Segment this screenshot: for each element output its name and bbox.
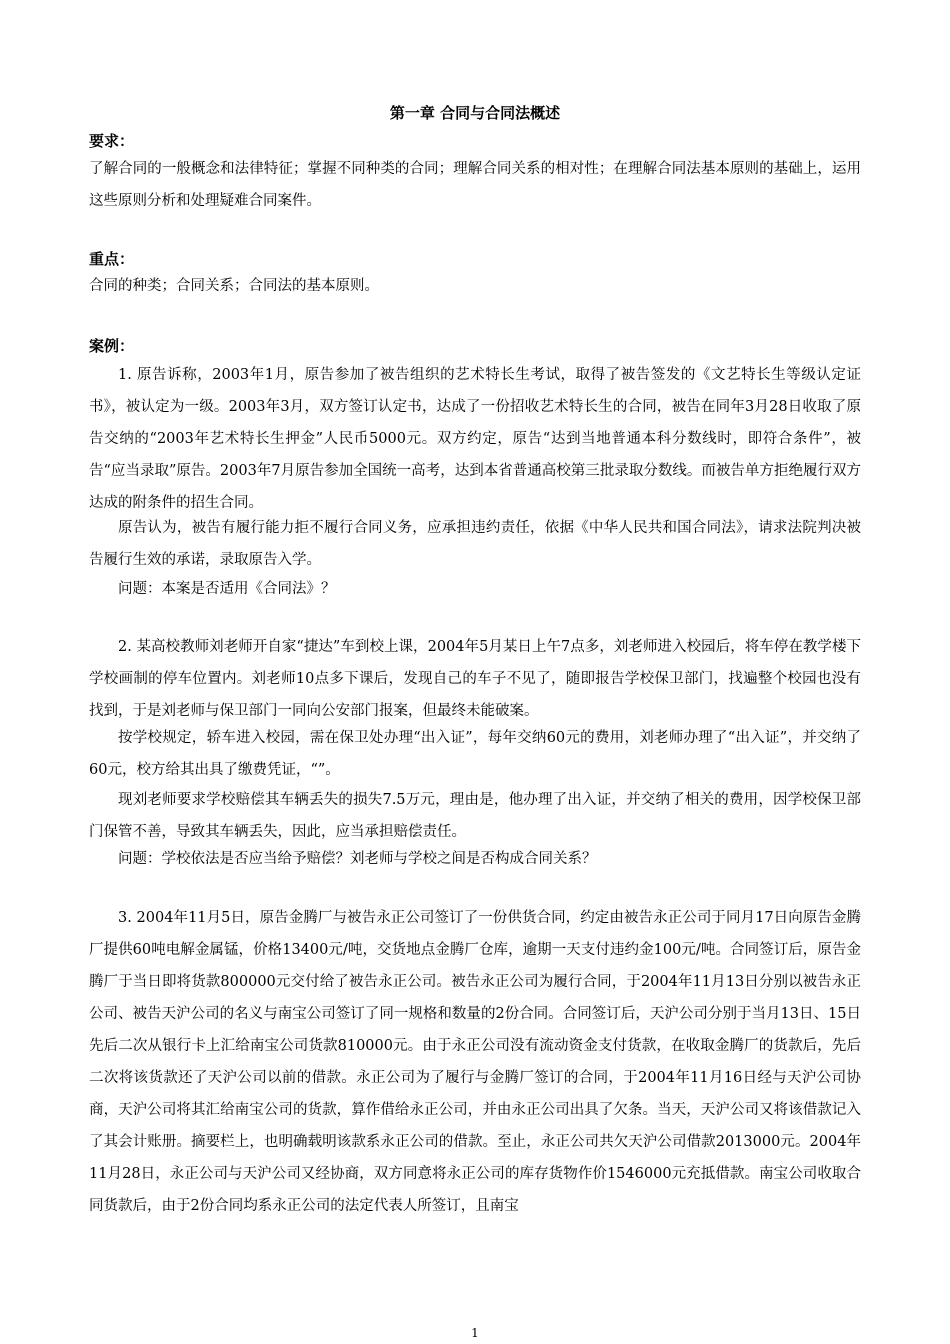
case-2-paragraph-2: 按学校规定，轿车进入校园，需在保卫处办理“出入证”，每年交纳60元的费用，刘老师办理了“出入证”，并交纳了60元，校方给其出具了缴费凭证，“”。 bbox=[89, 730, 861, 778]
requirements-text: 了解合同的一般概念和法律特征；掌握不同种类的合同；理解合同关系的相对性；在理解合同法基本原则的基础上，运用这些原则分析和处理疑难合同案件。 bbox=[89, 161, 861, 209]
page-number: 1 bbox=[471, 1326, 479, 1340]
case-1-paragraph-2: 原告认为，被告有履行能力拒不履行合同义务，应承担违约责任，依据《中华人民共和国合同法》，请求法院判决被告履行生效的承诺，录取原告入学。 bbox=[89, 520, 861, 568]
case-1-question: 问题：本案是否适用《合同法》？ bbox=[118, 581, 336, 597]
key-points-heading: 重点： bbox=[89, 250, 135, 268]
case-2-paragraph-3: 现刘老师要求学校赔偿其车辆丢失的损失7.5万元，理由是，他办理了出入证，并交纳了相关的费用，因学校保卫部门保管不善，导致其车辆丢失，因此，应当承担赔偿责任。 bbox=[89, 792, 861, 840]
cases-heading: 案例： bbox=[89, 337, 135, 355]
case-1-paragraph-1: 1. 原告诉称，2003年1月，原告参加了被告组织的艺术特长生考试，取得了被告签发的《文艺特长生等级认定证书》，被认定为一级。2003年3月，双方签订认定书，达成了一份招收艺术特长生的合同，被告在同年3月28日收取了原告交纳的“2003年艺术特长生押金”人民币5000元。双方约定，原告“达到当地普通本科分数线时，即符合条件”，被告“应当录取”原告。2003年7月原告参加全国统一高考，达到本省普通高校第三批录取分数线。而被告单方拒绝履行双方达成的附条件的招生合同。 bbox=[89, 367, 861, 511]
case-2-question: 问题：学校依法是否应当给予赔偿？刘老师与学校之间是否构成合同关系？ bbox=[118, 851, 597, 867]
case-2-paragraph-1: 2. 某高校教师刘老师开自家“捷达”车到校上课，2004年5月某日上午7点多，刘老师进入校园后，将车停在教学楼下学校画制的停车位置内。刘老师10点多下课后，发现自己的车子不见了，随即报告学校保卫部门，找遍整个校园也没有找到，于是刘老师与保卫部门一同向公安部门报案，但最终未能破案。 bbox=[89, 639, 861, 719]
key-points-text: 合同的种类；合同关系；合同法的基本原则。 bbox=[89, 278, 379, 294]
chapter-title: 第一章 合同与合同法概述 bbox=[389, 104, 561, 122]
requirements-heading: 要求： bbox=[89, 132, 135, 150]
case-3-paragraph-1: 3. 2004年11月5日，原告金腾厂与被告永正公司签订了一份供货合同，约定由被告永正公司于同月17日向原告金腾厂提供60吨电解金属锰，价格13400元/吨，交货地点金腾厂仓库，逾期一天支付违约金100元/吨。合同签订后，原告金腾厂于当日即将货款800000元交付给了被告永正公司。被告永正公司为履行合同，于2004年11月13日分别以被告永正公司、被告天沪公司的名义与南宝公司签订了同一规格和数量的2份合同。合同签订后，天沪公司分别于当月13日、15日先后二次从银行卡上汇给南宝公司货款810000元。由于永正公司没有流动资金支付货款，在收取金腾厂的货款后，先后二次将该货款还了天沪公司以前的借款。永正公司为了履行与金腾厂签订的合同，于2004年11月16日经与天沪公司协商，天沪公司将其汇给南宝公司的货款，算作借给永正公司，并由永正公司出具了欠条。当天，天沪公司又将该借款记入了其会计账册。摘要栏上，也明确载明该款系永正公司的借款。至止，永正公司共欠天沪公司借款2013000元。2004年11月28日，永正公司与天沪公司又经协商，双方同意将永正公司的库存货物作价1546000元充抵借款。南宝公司收取合同货款后，由于2份合同均系永正公司的法定代表人所签订，且南宝 bbox=[89, 910, 861, 1214]
